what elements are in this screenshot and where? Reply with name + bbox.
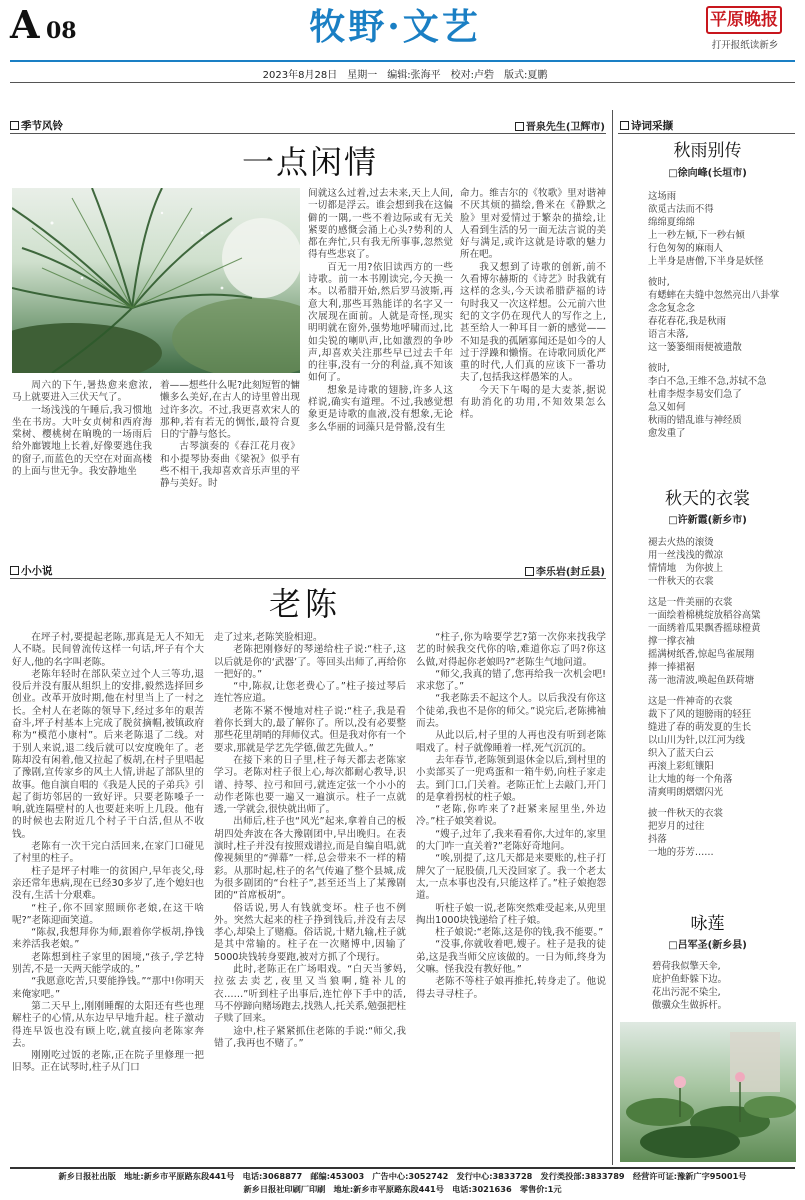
- article2-col1: 在坪子村,要提起老陈,那真是无人不知无人不晓。民间曾流传这样一句话,坪子有个大好人,他的名字叫老陈。 老陈年轻时在部队荣立过个人三等功,退役后并没有服从组织上的安排,毅然选择回乡创业。改革开放时期,他在村里当上了一村之长。全村人在老陈的领导下,经过多年的艰苦奋斗,坪子村基本上完成了脱贫摘帽,被镇政府称为“模范小康村”。后来老陈退了二线。对于别人来说,退二线后就可以安度晚年了。老陈却没有闲着,他又拉起了板胡,在村子里唱起了豫剧,宣传家乡的风土人情,讲起了部队里的故事。他自演自唱的《我是人民的子弟兵》引起了街坊邻居的一致好评。只要老陈嗓子一响,就连隔壁村的人也要赶来听上几段。他有的时候也去附近几个村子干白活,但从不收钱。 老陈有一次干完白活回来,在家门口碰见了村里的柱子。 柱子是坪子村唯一的贫困户,早年丧父,母亲还常年患病,现在已经30多岁了,连个媳妇也没有,生活十分艰难。 “柱子,你不回家照顾你老娘,在这干啥呢?”老陈迎面笑道。 “陈叔,我想拜你为师,跟着你学板胡,挣钱来养活我老娘。” 老陈想到柱子家里的困境,“孩子,学艺特别苦,不是一天两天能学成的。” “我愿意吃苦,只要能挣钱。”“那中!你明天来俺家吧。” 第二天早上,刚刚睡醒的太阳还有些也理解柱子的心情,从东边早早地升起。柱子激动得连早饭也没有顾上吃,就直接向老陈家奔去。 刚刚吃过饭的老陈,正在院子里修理一把旧琴。正在试琴时,柱子从门口: [12, 632, 204, 1074]
- poem3-title: 咏莲: [690, 914, 725, 934]
- article1-col4: 命力。维吉尔的《牧歌》里对谐神不厌其烦的描绘,鲁米在《静默之脸》里对爱情过于繁杂的描绘,让人看到生活的另一面无法言说的美好与满足,或许这就是诗歌的魅力所在吧。 我又想到了诗歌的创新,前不久看博尔赫斯的《诗艺》时我就有这样的念头,今天读希腊萨福的诗句时我又一次这样想。公元前六世纪的文字仍在现代人的写作之上,甚至给人一种耳目一新的感觉——不知是我的孤陋寡闻还是如今的人过于浮躁和懒惰。在诗歌同质化严重的时代,人们真的应该下一番功夫了,包括我这样愚笨的人。 今天下午喝的是大麦茶,据说有助消化的功用,不知效果怎么样。: [460, 188, 606, 421]
- poem3-body: 碧荷我似擎天伞, 庇护鱼虾躲下边。 花出污泥不染尘, 傲骥众生做拆杆。: [652, 961, 728, 1011]
- dateline: 2023年8月28日 星期一 编辑:张海平 校对:卢砦 版式:夏鹏: [262, 70, 548, 81]
- poem2-body: 褪去火热的滚烫 用一丝浅浅的微凉 情情地 为你披上 一件秋天的衣裳 这是一件美丽的衣裳 一面绘着棉桃绽放稻谷高粱 一面绣着瓜果飘香摇球橙黄 撑一撑衣袖 摇满树纸香,惊起鸟雀展翔 捧一捧裙裾 荡一池清波,唤起鱼跃荷塘 这是一件神奇的衣裳 裁下了风的翅膀雨的轻狂 缝进了春的萌发夏的生长 以山川为针,以江河为线 织入了蓝天白云 再滚上彩虹镶阳 让大地的每一个角落 清爽明朗熠熠闪光 披一件秋天的衣裳 把岁月的过往 抖落 一地的芬芳……: [648, 537, 761, 858]
- poem2-author: □许新霞(新乡市): [668, 515, 747, 526]
- poem1-author: □徐向峰(长垣市): [668, 168, 747, 179]
- footer-rule: [10, 1167, 795, 1169]
- article1-col3: 间就这么过着,过去未来,天上人间,一切都是浮云。谁会想到我在这偏僻的一隅,一些不着边际或有无关紧要的感慨会涌上心头?势利的人都在奔忙,只有我无所事事,忽然觉得有些悲哀了。 百无一用?依旧读西方的一些诗歌。前一本书刚读完,今天换一本。以希腊开始,然后罗马波斯,再意大利,那些耳熟能详的名字又一次展现在面前。人就是奇怪,现实明明就在窗外,强势地呼啸而过,比如尖锐的喇叭声,比如激烈的争吵声,却喜欢关注那些早已过去千年的往事,没有一分的利益,真不知该如何了。 想象是诗歌的翅膀,许多人这样说,确实有道理。不过,我感觉想象更是诗歌的血液,没有想象,无论多么华丽的词藻只是骨骼,没有生: [308, 188, 453, 433]
- article2-top-rule: [10, 578, 606, 579]
- article2-col3: “柱子,你为啥要学艺?第一次你来找我学艺的时候我交代你的啥,难道你忘了吗?你这么做,对得起你老娘吗?”老陈生气地问道。 “师父,我真的错了,您再给我一次机会吧!求求您了。” “我老陈丢不起这个人。以后我没有你这个徒弟,我也不是你的师父。”说完后,老陈拂袖而去。 从此以后,村子里的人再也没有听到老陈唱戏了。村子就像睡着一样,死气沉沉的。 去年春节,老陈领到退休金以后,到村里的小卖部买了一兜鸡蛋和一箱牛奶,向柱子家走去。到门口,门关着。老陈正忙上去敲门,开门的是拿着拐杖的柱子娘。 “老陈,你咋来了?赶紧来屋里坐,外边冷。”柱子娘笑着说。 “嫂子,过年了,我来看看你,大过年的,家里的大门咋一直关着?”老陈好奇地问。 “唉,别提了,这几天都是来要账的,柱子打牌欠了一屁股债,几天没回家了。我一个老太太,一点本事也没有,只能这样了。”柱子娘抱怨道。 听柱子娘一说,老陈突然难受起来,从兜里掏出1000块钱递给了柱子娘。 柱子娘说:“老陈,这是你的钱,我不能要。” “没事,你就收着吧,嫂子。柱子是我的徒弟,这是我当师父应该做的。一日为师,终身为父嘛。怪我没有教好他。” 老陈不等柱子娘再推托,转身走了。他说得去寻寻柱子。: [416, 632, 606, 1000]
- header-rule: [10, 60, 795, 62]
- palm-photo: [12, 188, 300, 373]
- poem1-body: 这场雨 欲觅古法而不得 绵绵夏绵绵 上一秒左倾,下一秒右倾 行色匆匆的麻雨人 上半身是唐僧,下半身是妖怪 彼时, 有蟋蟀在夫缝中忽然亮出八卦掌 念念复念念 春花春花,我是秋雨 语言未落, 这一篓篓细雨便被遗散 彼时, 李白不急,王维不急,苏轼不急 杜甫李煜李易安们急了 急又如何 秋雨的错乱谁与神经质 愈发重了: [648, 191, 780, 439]
- column-label-poetry: 诗词采撷: [620, 118, 673, 133]
- poem2-title: 秋天的衣裳: [665, 489, 750, 509]
- page-number: 08: [46, 18, 77, 44]
- article1-top-rule: [10, 133, 606, 134]
- brand-logo: 平原晚报: [706, 6, 782, 34]
- footer-line-2: 新乡日报社印刷厂印刷 地址:新乡市平原路东段441号 电话:3021636 零售价:1元: [243, 1184, 562, 1194]
- poem1-title: 秋雨别传: [673, 141, 742, 161]
- poetry-top-rule: [618, 133, 795, 134]
- byline-1: 晋泉先生(卫辉市): [470, 118, 605, 133]
- article1-col1: 周六的下午,暑热愈来愈浓,马上就要进入三伏天气了。 一场浅浅的午睡后,我习惯地坐在书房。大叶女贞树和西府海棠树、樱桃树在晌晚的一场雨后给外廊镀地上长着,好像要逃住我的窗子,而蓝色的天空在对面高楼的上面与世无争。我安静地坐: [12, 380, 152, 478]
- page-letter: A: [10, 2, 40, 47]
- poem3-author: □吕军圣(新乡县): [668, 940, 747, 951]
- footer-line-1: 新乡日报社出版 地址:新乡市平原路东段441号 电话:3068877 邮编:453003 广告中心:3052742 发行中心:3833728 发行类投部:3833789 经营许可证:豫新广字95001号: [58, 1171, 747, 1181]
- article2-col2: 走了过来,老陈笑脸相迎。 老陈把刚修好的琴递给柱子说:“柱子,这以后就是你的‘武器’了。等回头出师了,再给你一把好的。” “中,陈叔,让您老费心了。”柱子接过琴后连忙答应道。 老陈不紧不慢地对柱子说:“柱子,我是看着你长到大的,最了解你了。所以,没有必要整那些花里胡哨的拜师仪式。但是我对你有一个要求,那就是学艺先学德,做艺先做人。” 在接下来的日子里,柱子每天都去老陈家学习。老陈对柱子很上心,每次都耐心教导,识谱、持琴、拉弓和回弓,就连定弦一个小小的动作老陈也要一遍又一遍演示。柱子一点就透,一学就会,很快就出师了。 出师后,柱子也“风光”起来,拿着自己的板胡四处奔波在各大豫剧团中,早出晚归。在表演时,柱子并没有按照戏谱拉,而是自编自唱,就像视频里的“弹幕”一样,总会带来不一样的精彩。从那时起,柱子的名气传遍了整个县城,成为很多剧团的“台柱子”,甚至还当上了某豫剧团的“首席板胡”。 俗话说,男人有钱就变坏。柱子也不例外。突然大起来的柱子挣到钱后,并没有去尽孝心,却染上了赌瘾。俗话说,十赌九输,柱子就是其中常输的。柱子在一次赌博中,因输了5000块钱转身要跑,被对方抓了个现行。 此时,老陈正在广场唱戏。“白天当爹妈,拉弦去卖艺,夜里又当狼啊,缝补儿的衣……”听到柱子出事后,连忙停下手中的活,马不停蹄向赌场跑去,找熟人,托关系,勉强把柱子赎了回来。 途中,柱子紧紧抓住老陈的手说:“师父,我错了,我再也不赌了。”: [214, 632, 406, 1049]
- article1-col2: 着——想些什么呢?此刻短暂的慵懒多么美好,在古人的诗里曾出现过许多次。不过,我更喜欢宋人的那种,若有若无的惆怅,最符合夏日的宁静与悠长。 古琴演奏的《春江花月夜》和小提琴协奏曲《梁祝》似乎有些不相干,我却喜欢音乐声里的平静与美好。时: [160, 380, 300, 490]
- brand-slogan: 打开报纸读新乡: [711, 40, 779, 51]
- column-label-short-story: 小小说: [10, 563, 53, 578]
- lotus-photo: [620, 1022, 796, 1162]
- dateline-rule: [10, 82, 795, 83]
- section-title: 牧野·文艺: [309, 6, 481, 48]
- column-label-season: 季节风铃: [10, 118, 63, 133]
- column-divider: [612, 110, 613, 1165]
- article1-title: 一点闲情: [241, 143, 378, 181]
- article2-title: 老陈: [268, 585, 341, 623]
- byline-2: 李乐岩(封丘县): [470, 563, 605, 578]
